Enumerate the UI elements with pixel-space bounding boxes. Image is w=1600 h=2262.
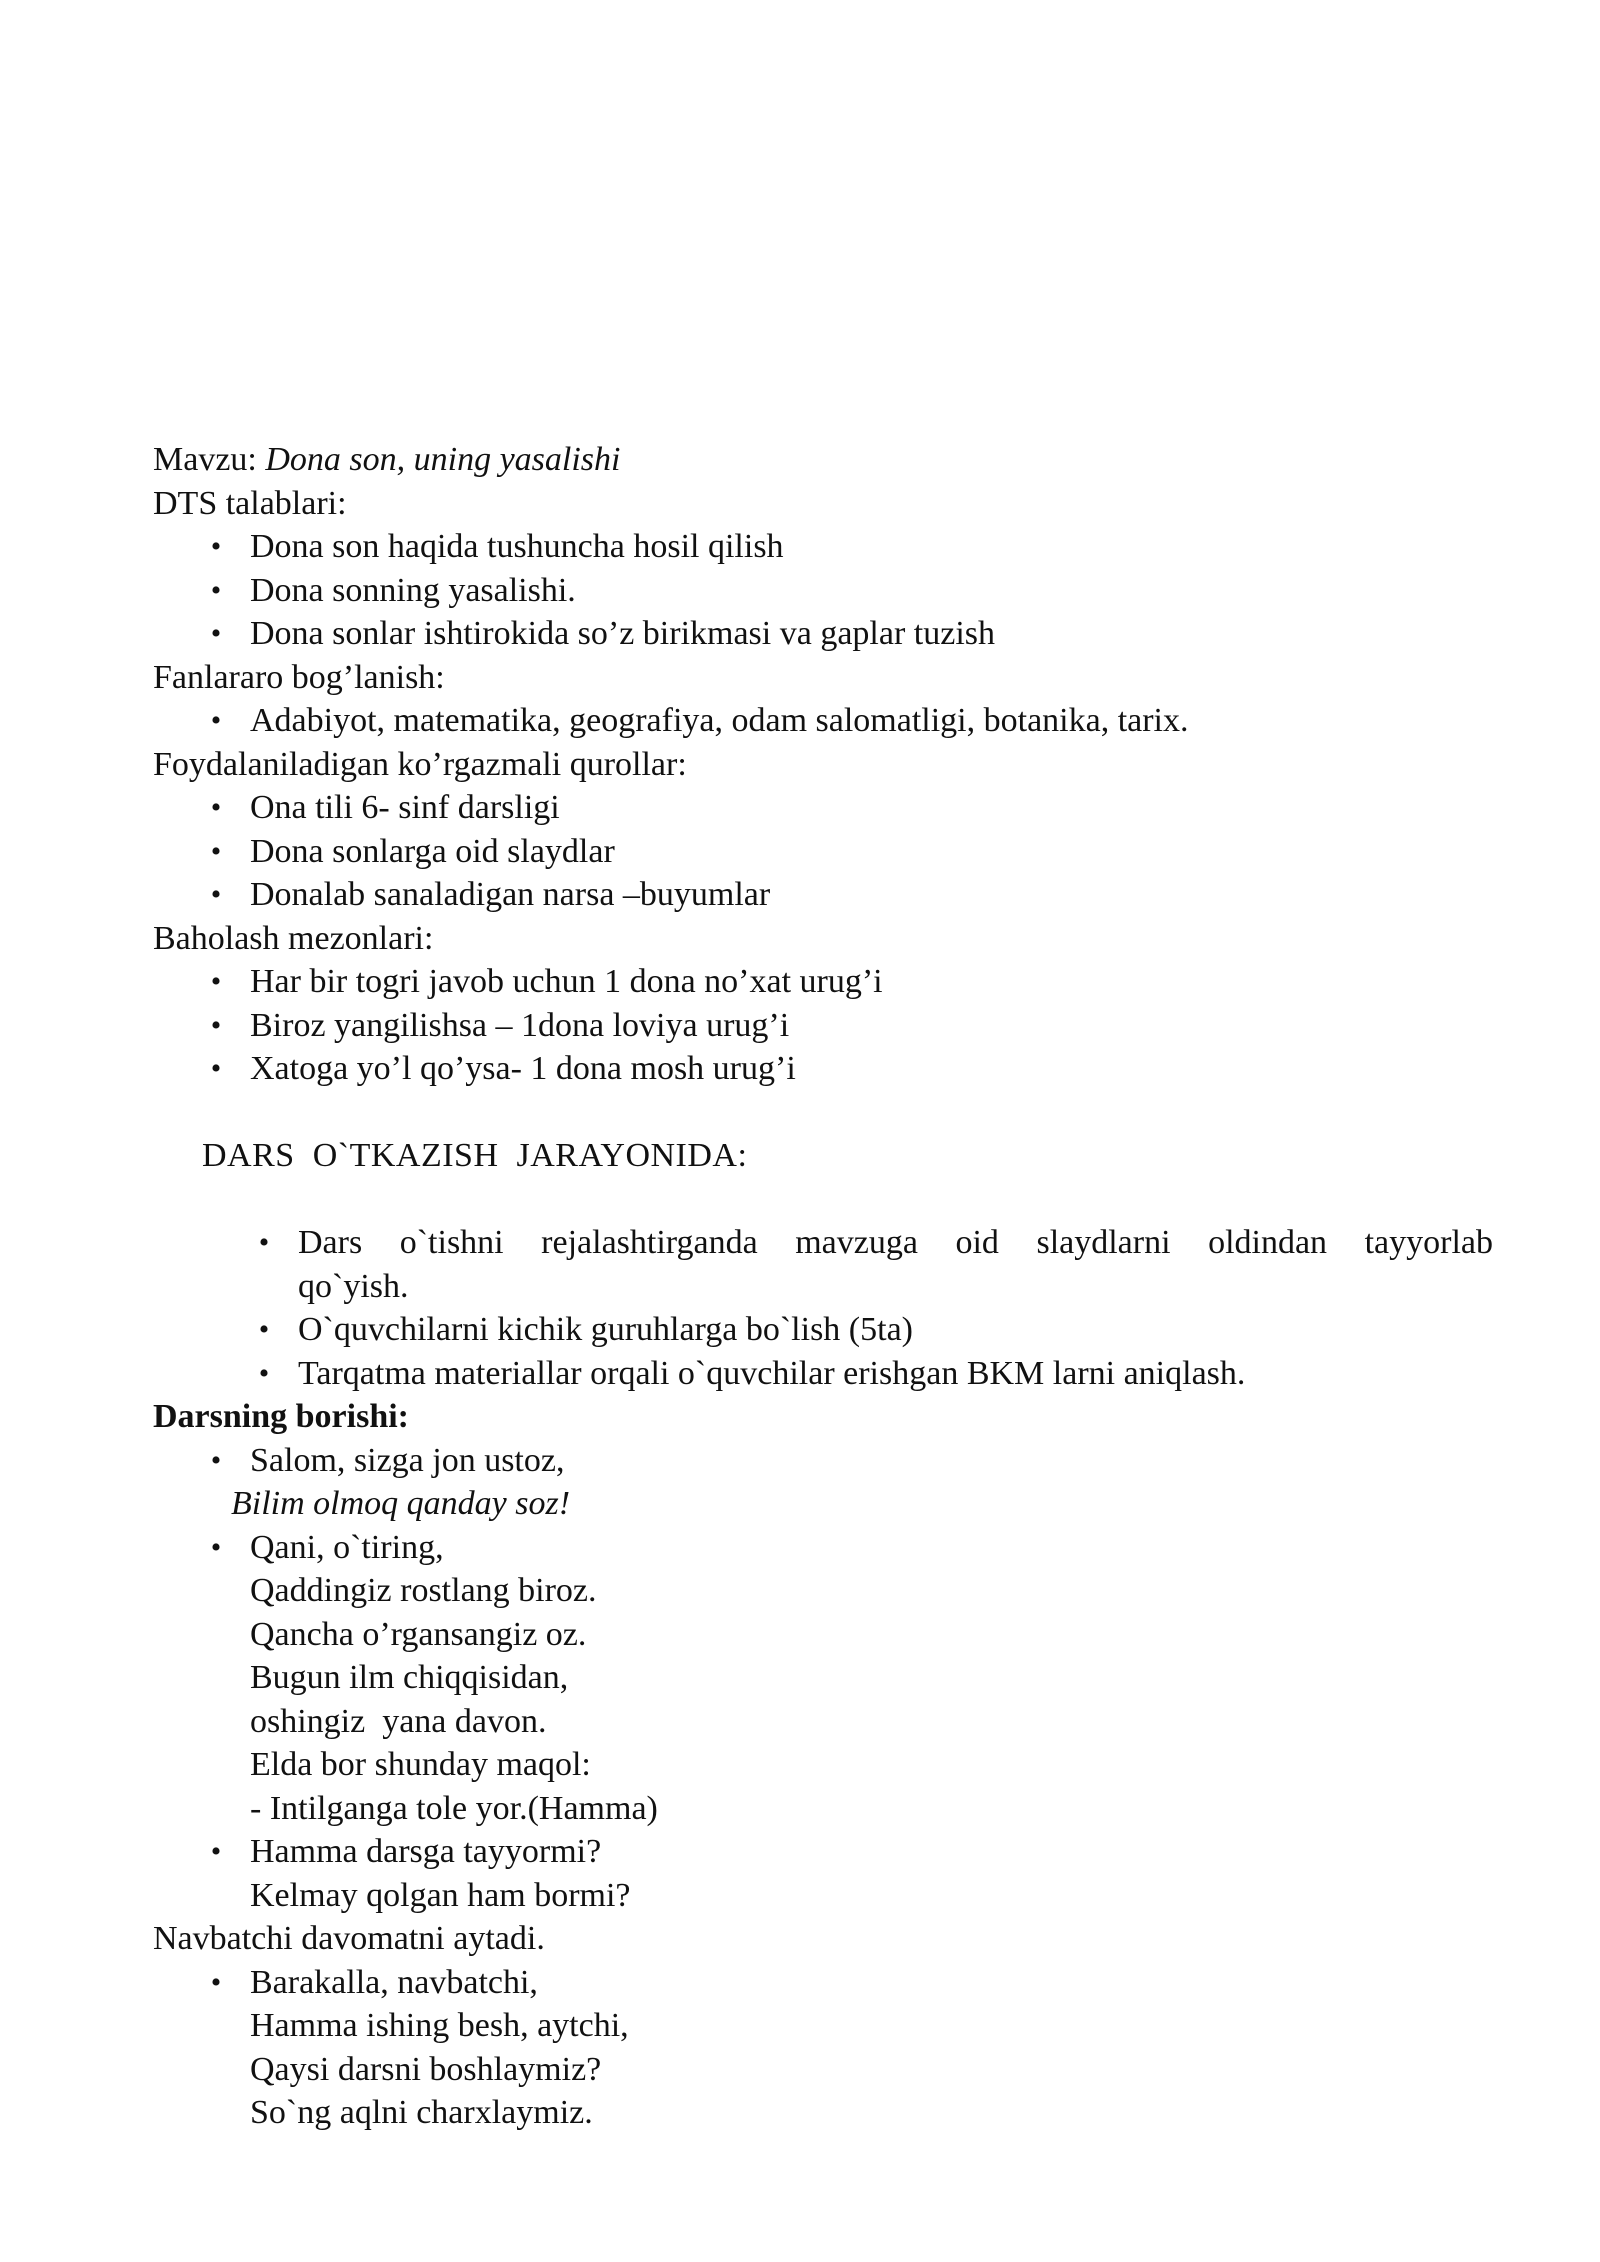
process-item-1-line-2: qo`yish.	[298, 1267, 409, 1305]
process-item-3: Tarqatma materiallar orqali o`quvchilar erishgan BKM larni aniqlash.	[298, 1354, 1246, 1392]
visual-aids-item-2: Dona sonlarga oid slaydlar	[250, 832, 615, 870]
topic-value: Dona son, uning yasalishi	[265, 441, 621, 478]
list-item-continuation	[153, 1265, 1493, 1309]
list-item	[153, 525, 1493, 569]
dts-heading: DTS talablari:	[153, 484, 347, 522]
assessment-item-3: Xatoga yo’l qo’ysa- 1 dona mosh urug’i	[250, 1050, 796, 1087]
list-item	[153, 569, 1493, 613]
poem1-line-4: Bugun ilm chiqqisidan,	[250, 1659, 569, 1696]
dts-item-3: Dona sonlar ishtirokida so’z birikmasi va gaplar tuzish	[250, 615, 995, 652]
poem3-line-3: Qaysi darsni boshlaymiz?	[250, 2050, 602, 2088]
interdisciplinary-heading: Fanlararo bog’lanish:	[153, 658, 445, 696]
bullet-icon: •	[258, 1313, 270, 1346]
visual-aids-heading: Foydalaniladigan ko’rgazmali qurollar:	[153, 745, 687, 783]
interdisciplinary-item-1: Adabiyot, matematika, geografiya, odam salomatligi, botanika, tarix.	[250, 702, 1189, 739]
bullet-icon: •	[210, 834, 222, 868]
document-body	[153, 438, 1493, 2135]
poem1-line-1: Qani, o`tiring,	[250, 1528, 444, 1566]
list-item	[153, 699, 1493, 743]
list-item	[153, 1352, 1493, 1396]
assessment-item-2: Biroz yangilishsa – 1dona loviya urug’i	[250, 1006, 790, 1044]
list-item	[153, 612, 1493, 656]
poem3-line-2: Hamma ishing besh, aytchi,	[250, 2007, 629, 2044]
bullet-icon: •	[210, 1965, 222, 1999]
poem3-line-1: Barakalla, navbatchi,	[250, 1963, 538, 2001]
list-item	[153, 1047, 1493, 1091]
list-item	[153, 873, 1493, 917]
poem3-line-4: So`ng aqlni charxlaymiz.	[250, 2094, 593, 2131]
list-item	[153, 1221, 1493, 1265]
bullet-icon: •	[210, 1008, 222, 1042]
bullet-icon: •	[210, 1443, 222, 1477]
bullet-icon: •	[258, 1356, 270, 1390]
list-item	[153, 960, 1493, 1004]
bullet-icon: •	[210, 530, 222, 563]
bullet-icon: •	[258, 1226, 270, 1259]
assessment-item-1: Har bir togri javob uchun 1 dona no’xat urug’i	[250, 963, 883, 1000]
dts-item-2: Dona sonning yasalishi.	[250, 571, 576, 609]
list-item	[153, 1004, 1493, 1048]
greeting-line: Salom, sizga jon ustoz,	[250, 1441, 565, 1479]
bullet-icon: •	[210, 878, 222, 911]
poem1-line-2: Qaddingiz rostlang biroz.	[250, 1572, 597, 1609]
topic-label: Mavzu:	[153, 441, 257, 478]
poem1-line-5: oshingiz yana davon.	[250, 1702, 547, 1740]
assessment-heading: Baholash mezonlari:	[153, 919, 434, 957]
list-item	[153, 1526, 1493, 1570]
duty-note: Navbatchi davomatni aytadi.	[153, 1920, 545, 1957]
process-item-1-line-1: Dars o`tishni rejalashtirganda mavzuga oid slaydlarni oldindan tayyorlab	[298, 1224, 1493, 1261]
bullet-icon: •	[210, 1052, 222, 1085]
process-heading: DARS O`TKAZISH JARAYONIDA:	[202, 1137, 748, 1174]
poem2-line-1: Hamma darsga tayyormi?	[250, 1833, 602, 1870]
greeting-italic-line: Bilim olmoq qanday soz!	[231, 1485, 571, 1522]
bullet-icon: •	[210, 704, 222, 737]
list-item	[153, 786, 1493, 830]
list-item	[153, 1308, 1493, 1352]
visual-aids-item-3: Donalab sanaladigan narsa –buyumlar	[250, 876, 771, 913]
topic-line	[153, 438, 1493, 482]
lesson-heading: Darsning borishi:	[153, 1398, 409, 1435]
list-item	[153, 1961, 1493, 2005]
bullet-icon: •	[210, 617, 222, 650]
bullet-icon: •	[210, 965, 222, 998]
list-item	[153, 830, 1493, 874]
bullet-icon: •	[210, 1530, 222, 1564]
list-item	[153, 1830, 1493, 1874]
process-item-2: O`quvchilarni kichik guruhlarga bo`lish (5ta)	[298, 1311, 913, 1348]
bullet-icon: •	[210, 573, 222, 607]
poem1-line-7: - Intilganga tole yor.(Hamma)	[250, 1789, 658, 1827]
dts-item-1: Dona son haqida tushuncha hosil qilish	[250, 528, 784, 565]
poem1-line-3: Qancha o’rgansangiz oz.	[250, 1615, 587, 1653]
list-item	[153, 1439, 1493, 1483]
spacer	[153, 1091, 1493, 1135]
bullet-icon: •	[210, 1835, 222, 1868]
poem2-line-2: Kelmay qolgan ham bormi?	[250, 1876, 631, 1914]
poem1-line-6: Elda bor shunday maqol:	[250, 1746, 591, 1783]
visual-aids-item-1: Ona tili 6- sinf darsligi	[250, 789, 560, 826]
spacer	[153, 1178, 1493, 1222]
bullet-icon: •	[210, 791, 222, 824]
